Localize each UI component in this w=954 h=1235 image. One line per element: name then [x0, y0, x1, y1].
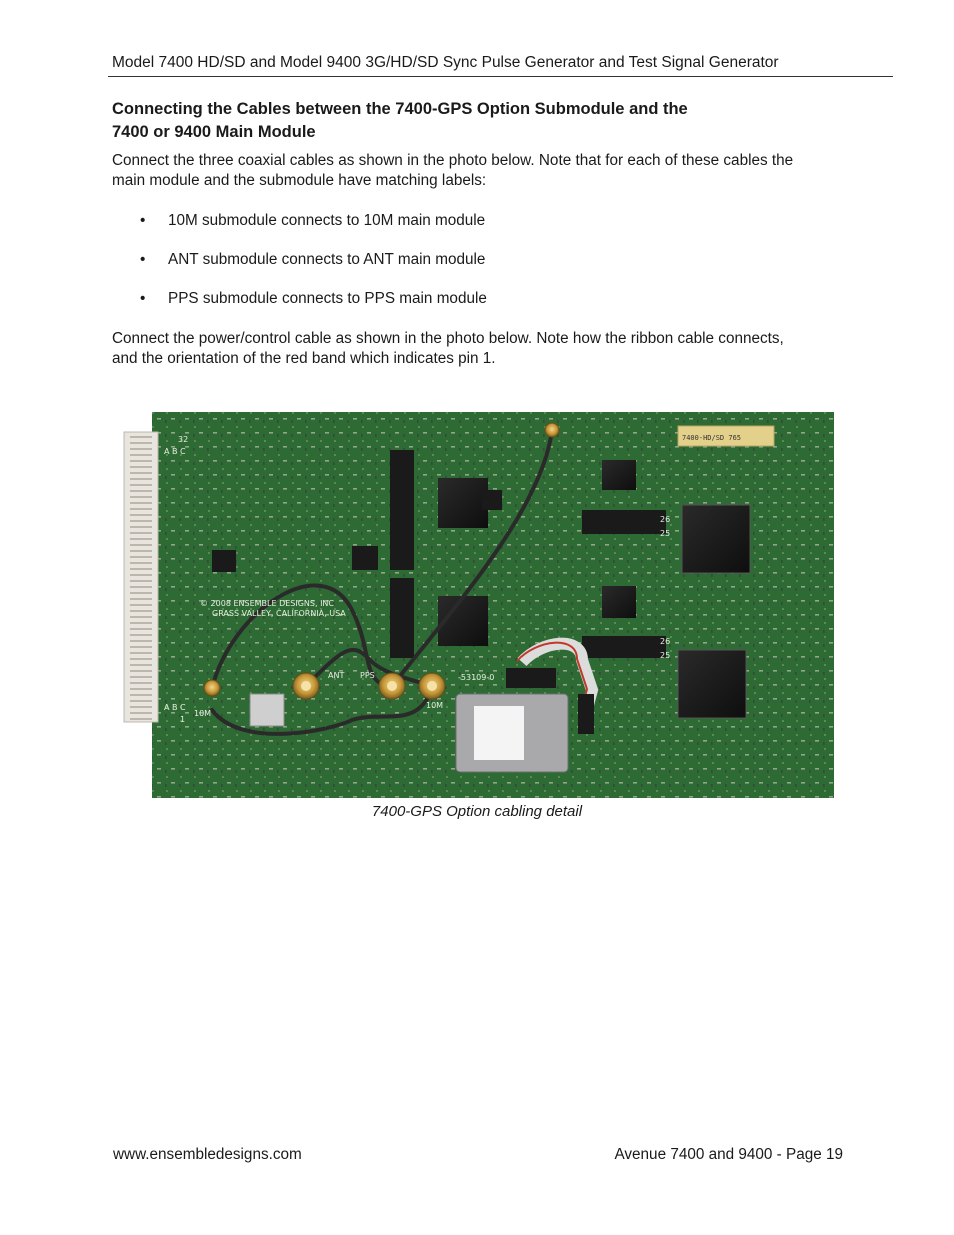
connector-pin	[130, 664, 152, 666]
fpga-chip-lower	[678, 650, 746, 718]
chip-mid-a	[438, 478, 488, 528]
connector-pin	[130, 580, 152, 582]
connector-pin	[130, 568, 152, 570]
sma-connector-left-10m	[204, 680, 220, 696]
connector-pin	[130, 640, 152, 642]
bullet-dot: •	[140, 251, 146, 268]
bullet-text: ANT submodule connects to ANT main module	[168, 251, 486, 268]
connector-pin	[130, 520, 152, 522]
label-ant: ANT	[328, 671, 345, 680]
header-strip-left-b	[390, 578, 414, 658]
connector-pin	[130, 454, 152, 456]
connector-pin	[130, 574, 152, 576]
connector-pin	[130, 556, 152, 558]
footer-page-number: Avenue 7400 and 9400 - Page 19	[614, 1146, 843, 1163]
connector-pin	[130, 478, 152, 480]
header-strip-left-a	[390, 450, 414, 570]
label-pin32: 32	[178, 435, 189, 444]
connector-pin	[130, 616, 152, 618]
connector-pin	[130, 706, 152, 708]
connector-pin	[130, 652, 152, 654]
bullet-dot: •	[140, 290, 146, 307]
connector-pin	[130, 670, 152, 672]
chip-small-a	[602, 460, 636, 490]
connector-pin	[130, 658, 152, 660]
figure-caption: 7400-GPS Option cabling detail	[371, 803, 583, 820]
connector-pin	[130, 562, 152, 564]
connector-pin	[130, 694, 152, 696]
connector-pin	[130, 682, 152, 684]
circuit-board-photo	[122, 410, 834, 798]
label-conn-25b: 25	[660, 651, 671, 660]
connector-pin	[130, 622, 152, 624]
connector-pin	[130, 700, 152, 702]
connector-pin	[130, 448, 152, 450]
label-10m-right: 10M	[426, 701, 444, 710]
connector-pin	[130, 676, 152, 678]
connector-pin	[130, 490, 152, 492]
connector-pin	[130, 718, 152, 720]
chip-small-d	[352, 546, 378, 570]
sma-connector-top	[545, 423, 559, 437]
header-strip-j-a	[582, 510, 666, 534]
connector-pin	[130, 460, 152, 462]
section-title	[112, 98, 812, 144]
connector-pin	[130, 688, 152, 690]
connector-pin	[130, 496, 152, 498]
connector-pin	[130, 598, 152, 600]
header-rule	[108, 76, 893, 77]
footer-website: www.ensembledesigns.com	[113, 1146, 302, 1163]
label-conn-26a: 26	[660, 515, 671, 524]
chip-small-b	[602, 586, 636, 618]
chip-small-c	[482, 490, 502, 510]
connector-pin	[130, 544, 152, 546]
chip-small-e	[212, 550, 236, 572]
connector-pin	[130, 604, 152, 606]
label-10m-left: 10M	[194, 709, 212, 718]
paragraph-ribbon-line-2: and the orientation of the red band which indicates pin 1.	[112, 350, 496, 367]
connector-pin	[130, 610, 152, 612]
connector-pin	[130, 526, 152, 528]
connector-pin	[130, 538, 152, 540]
connector-pin	[130, 472, 152, 474]
section-title-line-1: Connecting the Cables between the 7400-GPS Option Submodule and the	[112, 100, 688, 118]
bullet-text: 10M submodule connects to 10M main module	[168, 212, 486, 229]
connector-pin	[130, 592, 152, 594]
gps-shield-label	[474, 706, 524, 760]
sticker-text: 7400-HD/SD 765	[682, 434, 742, 442]
connector-pin	[130, 484, 152, 486]
label-part-no: -53109-0	[458, 673, 495, 682]
fpga-chip-upper	[682, 505, 750, 573]
label-pin1: 1	[180, 715, 186, 724]
paragraph-ribbon-line-1: Connect the power/control cable as shown in the photo below. Note how the ribbon cable connects,	[112, 330, 784, 347]
connector-pin	[130, 532, 152, 534]
connector-pin	[130, 442, 152, 444]
paragraph-coax-line-1: Connect the three coaxial cables as shown in the photo below. Note that for each of these cables the	[112, 152, 794, 169]
label-conn-25a: 25	[660, 529, 671, 538]
connector-pin	[130, 502, 152, 504]
connector-pin	[130, 550, 152, 552]
header-strip-j-b	[582, 636, 666, 658]
running-header: Model 7400 HD/SD and Model 9400 3G/HD/SD Sync Pulse Generator and Test Signal Generator	[112, 54, 779, 71]
label-abc-top: A B C	[164, 447, 186, 456]
label-location: GRASS VALLEY, CALIFORNIA, USA	[212, 609, 346, 618]
bullet-dot: •	[140, 212, 146, 229]
edge-connector	[124, 432, 158, 722]
connector-pin	[130, 466, 152, 468]
label-pps: PPS	[360, 671, 375, 680]
paragraph-coax	[112, 151, 852, 191]
connector-pin	[130, 586, 152, 588]
label-copyright: © 2008 ENSEMBLE DESIGNS, INC	[200, 599, 334, 608]
paragraph-coax-line-2: main module and the submodule have matching labels:	[112, 172, 487, 189]
connector-pin	[130, 628, 152, 630]
paragraph-ribbon	[112, 329, 852, 369]
connector-pin	[130, 514, 152, 516]
oscillator	[250, 694, 284, 726]
section-title-line-2: 7400 or 9400 Main Module	[112, 123, 316, 141]
bullet-text: PPS submodule connects to PPS main module	[168, 290, 487, 307]
connector-pin	[130, 634, 152, 636]
connector-pin	[130, 646, 152, 648]
connector-pin	[130, 508, 152, 510]
label-conn-26b: 26	[660, 637, 671, 646]
connector-pin	[130, 712, 152, 714]
label-abc-bottom: A B C	[164, 703, 186, 712]
connector-pin	[130, 436, 152, 438]
